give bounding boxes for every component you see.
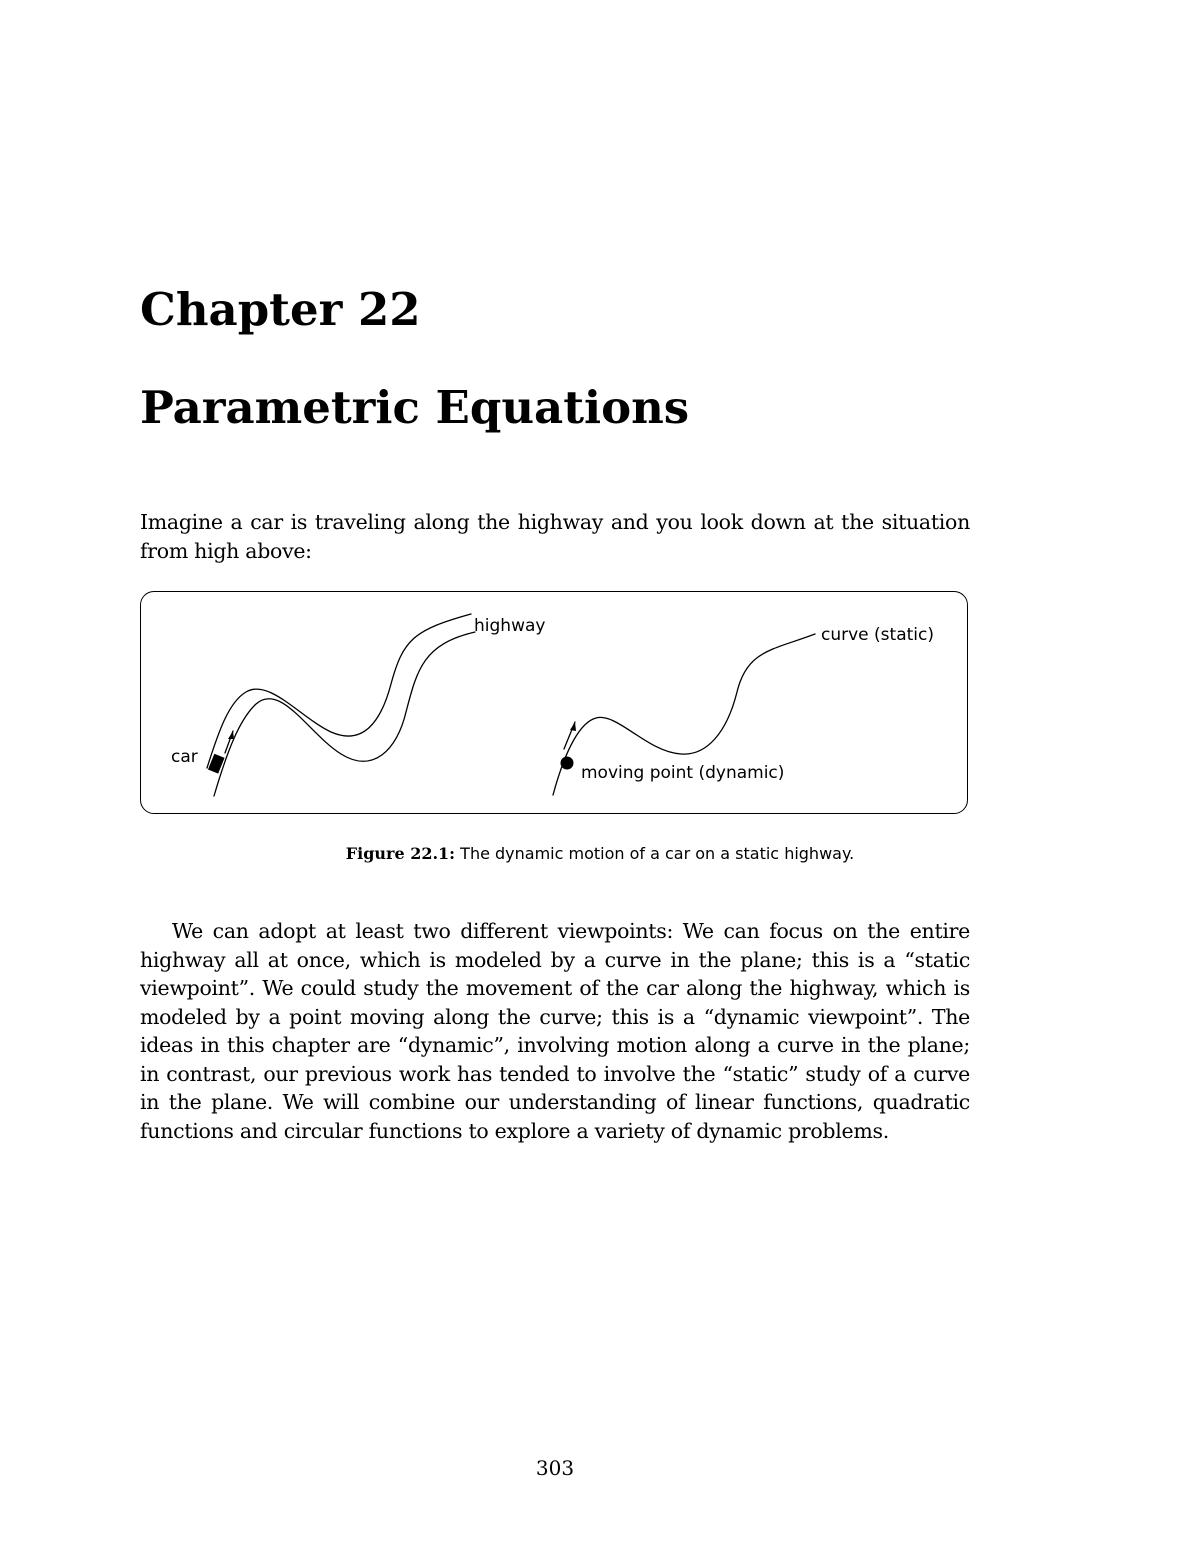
highway-upper-edge xyxy=(207,614,471,768)
chapter-number: Chapter 22 xyxy=(140,283,421,336)
moving-point-dot xyxy=(561,757,574,770)
highway-lower-edge xyxy=(214,632,475,796)
intro-paragraph: Imagine a car is traveling along the highway and you look down at the situation from high above: xyxy=(140,510,970,563)
curve-label: curve (static) xyxy=(821,625,934,645)
figure-caption xyxy=(0,843,1200,865)
page-number: 303 xyxy=(535,1456,575,1480)
point-arrowhead xyxy=(570,722,576,731)
moving-point-label: moving point (dynamic) xyxy=(581,763,785,783)
car-label: car xyxy=(171,747,198,767)
body-paragraph: We can adopt at least two different viewpoints: We can focus on the entire highway all at once, which is modeled by a curve in the plane; this is a “static viewpoint”. We could study the movement of the car along the highway, which is modeled by a point moving along the curve; this is a “dynamic viewpoint”. The ideas in this chapter are “dynamic”, involving motion along a curve in the plane; in contrast, our previous work has tended to involve the “static” study of a curve in the plane. We will combine our understanding of linear functions, quadratic functions and circular functions to explore a variety of dynamic problems. xyxy=(140,919,970,1143)
car-arrowhead xyxy=(228,731,234,739)
figure-caption-text: The dynamic motion of a car on a static highway. xyxy=(455,844,855,863)
chapter-title: Parametric Equations xyxy=(140,381,690,434)
figure-box xyxy=(140,591,968,814)
figure-caption-label: Figure 22.1: xyxy=(345,844,456,863)
highway-label: highway xyxy=(474,616,546,636)
